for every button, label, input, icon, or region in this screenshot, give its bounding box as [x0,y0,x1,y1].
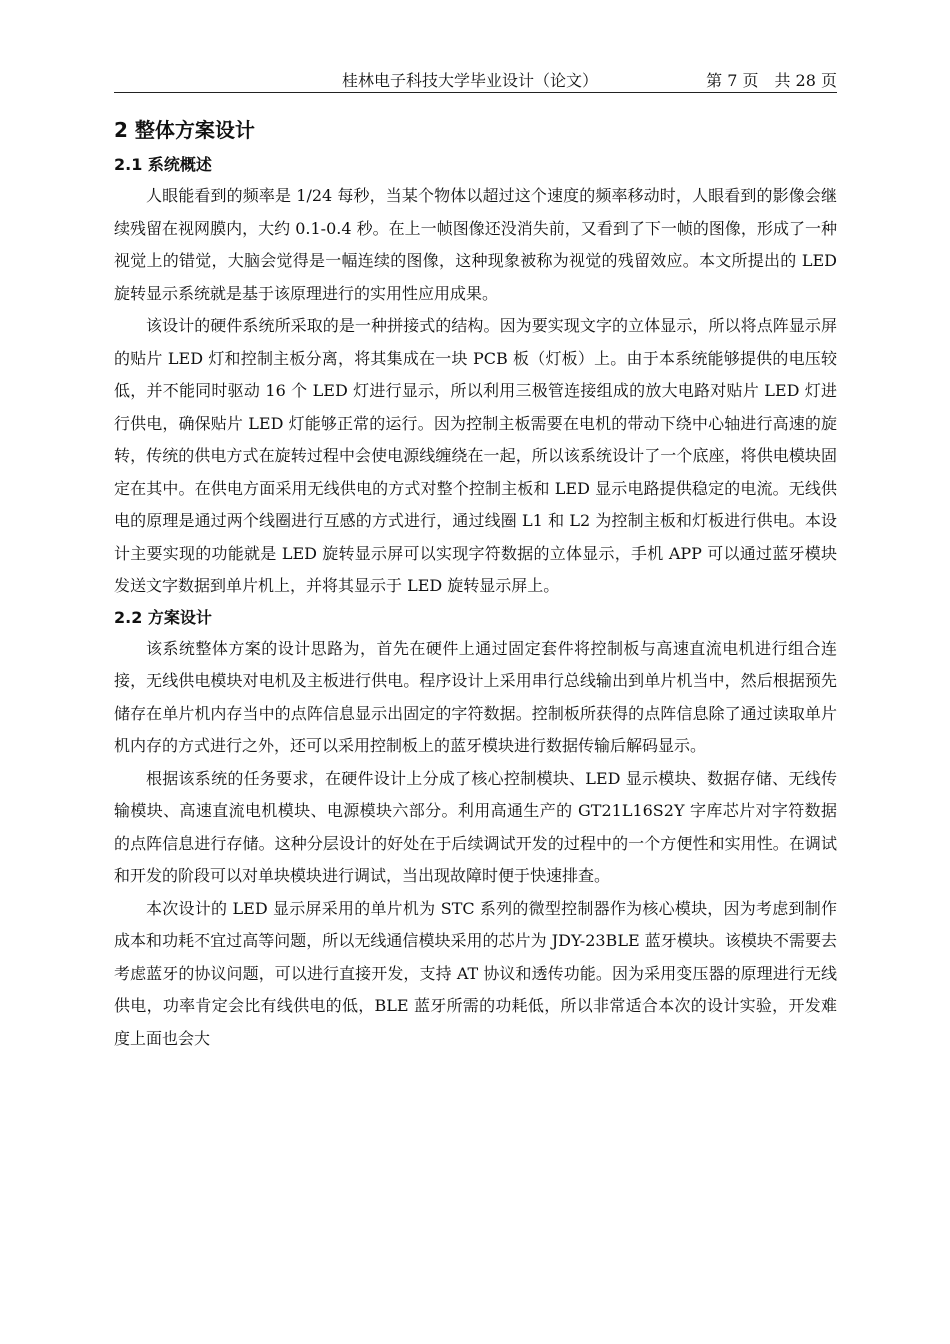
paragraph: 本次设计的 LED 显示屏采用的单片机为 STC 系列的微型控制器作为核心模块，因为考虑到制作成本和功耗不宜过高等问题，所以无线通信模块采用的芯片为 JDY-23BLE 蓝牙模块。该模块不需要去考虑蓝牙的协议问题，可以进行直接开发，支持 AT 协议和透传功能。因为采用变压器的原理进行无线供电，功率肯定会比有线供电的低，BLE 蓝牙所需的功耗低，所以非常适合本次的设计实验，开发难度上面也会大 [114,898,837,1048]
page-header [114,66,837,93]
paragraph: 根据该系统的任务要求，在硬件设计上分成了核心控制模块、LED 显示模块、数据存储、无线传输模块、高速直流电机模块、电源模块六部分。利用高通生产的 GT21L16S2Y 字库芯片对字符数据的点阵信息进行存储。这种分层设计的好处在于后续调试开发的过程中的一个方便性和实用性。在调试和开发的阶段可以对单块模块进行调试，当出现故障时便于快速排查。 [114,768,837,885]
header-page-number: 第 7 页 共 28 页 [706,71,837,90]
document-body [114,110,837,1055]
section-heading-2-1: 2.1 系统概述 [114,155,212,174]
paragraph: 该系统整体方案的设计思路为，首先在硬件上通过固定套件将控制板与高速直流电机进行组合连接，无线供电模块对电机及主板进行供电。程序设计上采用串行总线输出到单片机当中，然后根据预先储存在单片机内存当中的点阵信息显示出固定的字符数据。控制板所获得的点阵信息除了通过读取单片机内存的方式进行之外，还可以采用控制板上的蓝牙模块进行数据传输后解码显示。 [114,638,837,755]
paragraph: 人眼能看到的频率是 1/24 每秒，当某个物体以超过这个速度的频率移动时，人眼看到的影像会继续残留在视网膜内，大约 0.1-0.4 秒。在上一帧图像还没消失前，又看到了下一帧的图像，形成了一种视觉上的错觉，大脑会觉得是一幅连续的图像，这种现象被称为视觉的残留效应。本文所提出的 LED 旋转显示系统就是基于该原理进行的实用性应用成果。 [114,186,837,303]
section-heading-2-2: 2.2 方案设计 [114,607,212,627]
paragraph: 该设计的硬件系统所采取的是一种拼接式的结构。因为要实现文字的立体显示，所以将点阵显示屏的贴片 LED 灯和控制主板分离，将其集成在一块 PCB 板（灯板）上。由于本系统能够提供的电压较低，并不能同时驱动 16 个 LED 灯进行显示，所以利用三极管连接组成的放大电路对贴片 LED 灯进行供电，确保贴片 LED 灯能够正常的运行。因为控制主板需要在电机的带动下绕中心轴进行高速的旋转，传统的供电方式在旋转过程中会使电源线缠绕在一起，所以该系统设计了一个底座，将供电模块固定在其中。在供电方面采用无线供电的方式对整个控制主板和 LED 显示电路提供稳定的电流。无线供电的原理是通过两个线圈进行互感的方式进行，通过线圈 L1 和 L2 为控制主板和灯板进行供电。本设计主要实现的功能就是 LED 旋转显示屏可以实现字符数据的立体显示，手机 APP 可以通过蓝牙模块发送文字数据到单片机上，并将其显示于 LED 旋转显示屏上。 [114,316,837,595]
header-title: 桂林电子科技大学毕业设计（论文） [342,71,599,90]
chapter-heading: 2 整体方案设计 [114,118,255,142]
